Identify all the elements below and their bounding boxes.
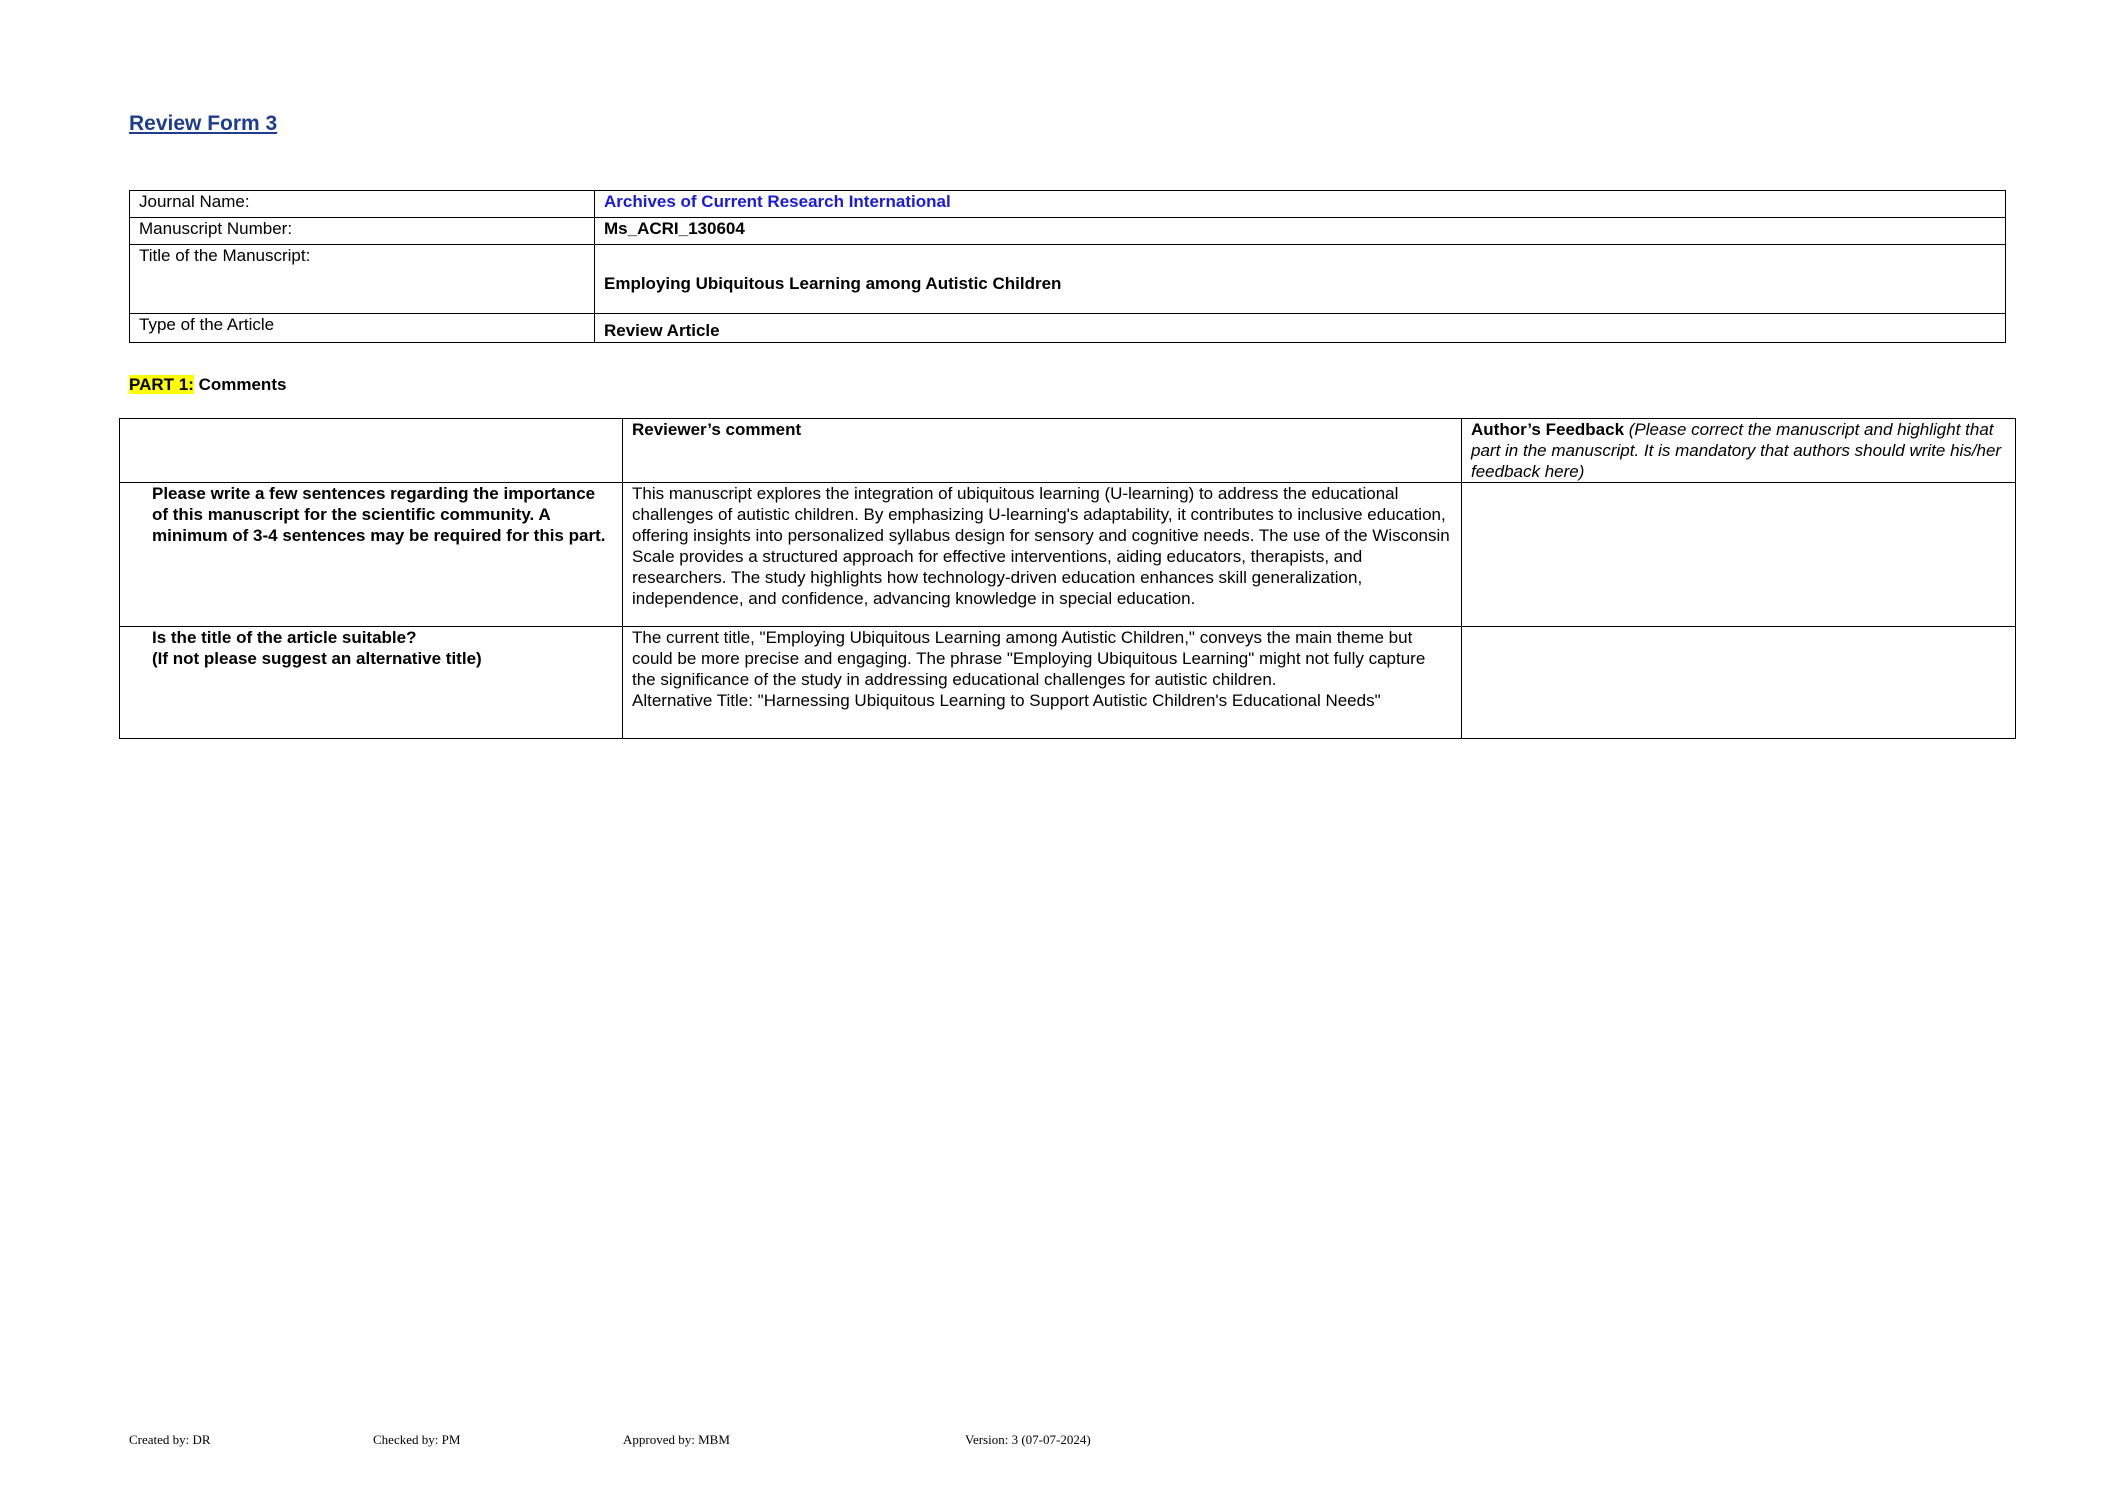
question-title (120, 627, 623, 739)
journal-row (130, 191, 2006, 218)
reviewer-comment-alternative-title: Alternative Title: "Harnessing Ubiquitous Learning to Support Autistic Children's Educational Needs" (632, 691, 1381, 710)
footer-checked-by: Checked by: PM (373, 1432, 461, 1447)
reviewer-comment-header: Reviewer’s comment (623, 419, 1462, 483)
manuscript-title-value: Employing Ubiquitous Learning among Autistic Children (595, 245, 2006, 314)
author-feedback-title[interactable] (1462, 627, 2016, 739)
comment-row-title (120, 627, 2016, 739)
journal-value: Archives of Current Research International (595, 191, 2006, 218)
manuscript-number-row (130, 218, 2006, 245)
article-type-value: Review Article (595, 314, 2006, 343)
author-feedback-header (1462, 419, 2016, 483)
comments-header-row (120, 419, 2016, 483)
article-type-label: Type of the Article (130, 314, 595, 343)
page-title: Review Form 3 (129, 112, 278, 135)
footer-version: Version: 3 (07-07-2024) (965, 1432, 1091, 1447)
journal-label: Journal Name: (130, 191, 595, 218)
part1-label: PART 1: (129, 375, 194, 394)
part1-heading (129, 375, 286, 395)
manuscript-number-value: Ms_ACRI_130604 (595, 218, 2006, 245)
manuscript-title-label: Title of the Manuscript: (130, 245, 595, 314)
author-feedback-header-note: (Please correct the manuscript and highlight that part in the manuscript. It is mandatory that authors should write his/her feedback here) (1471, 420, 2002, 481)
empty-header-cell (120, 419, 623, 483)
manuscript-number-label: Manuscript Number: (130, 218, 595, 245)
footer-approved-by: Approved by: MBM (623, 1432, 730, 1447)
article-type-row (130, 314, 2006, 343)
reviewer-comment-title-text: The current title, "Employing Ubiquitous Learning among Autistic Children," conveys the main theme but could be more precise and engaging. The phrase "Employing Ubiquitous Learning" might not fully capture the significance of the study in addressing educational challenges for autistic children. (632, 628, 1426, 689)
question-importance: Please write a few sentences regarding the importance of this manuscript for the scientific community. A minimum of 3-4 sentences may be required for this part. (120, 483, 623, 627)
author-feedback-header-bold: Author’s Feedback (1471, 420, 1625, 439)
comment-row-importance (120, 483, 2016, 627)
manuscript-info-table (129, 190, 2006, 343)
comments-table (119, 418, 2016, 739)
question-title-line2: (If not please suggest an alternative title) (152, 649, 482, 668)
reviewer-comment-title (623, 627, 1462, 739)
question-title-line1: Is the title of the article suitable? (152, 628, 417, 647)
manuscript-title-row (130, 245, 2006, 314)
footer-created-by: Created by: DR (129, 1432, 211, 1447)
reviewer-comment-importance: This manuscript explores the integration of ubiquitous learning (U-learning) to address the educational challenges of autistic children. By emphasizing U-learning's adaptability, it contributes to inclusive education, offering insights into personalized syllabus design for sensory and cognitive needs. The use of the Wisconsin Scale provides a structured approach for effective interventions, aiding educators, therapists, and researchers. The study highlights how technology-driven education enhances skill generalization, independence, and confidence, advancing knowledge in special education. (623, 483, 1462, 627)
part1-heading-text: Comments (193, 375, 287, 394)
author-feedback-importance[interactable] (1462, 483, 2016, 627)
